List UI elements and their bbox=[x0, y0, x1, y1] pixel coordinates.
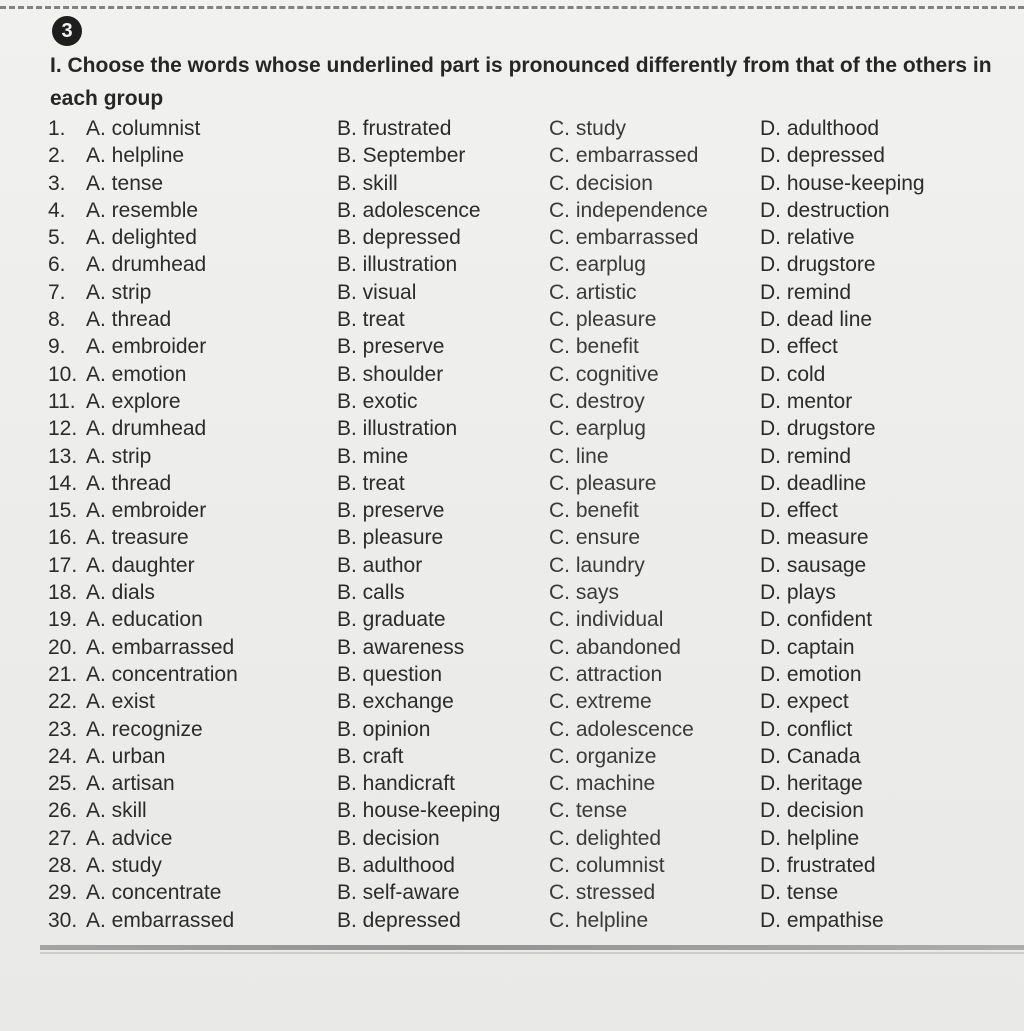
question-row bbox=[0, 251, 1024, 278]
question-row bbox=[0, 497, 1024, 524]
option-c: C. tense bbox=[549, 799, 628, 823]
option-d: D. mentor bbox=[760, 389, 853, 413]
option-b: B. skill bbox=[337, 171, 398, 195]
question-row bbox=[0, 524, 1024, 551]
option-a: A. resemble bbox=[86, 198, 199, 222]
option-b: B. September bbox=[337, 144, 466, 168]
option-b: B. graduate bbox=[337, 608, 446, 632]
option-b: B. preserve bbox=[337, 335, 445, 359]
option-c: C. decision bbox=[549, 171, 653, 195]
option-c: C. machine bbox=[549, 772, 656, 796]
option-a: A. embroider bbox=[86, 335, 207, 359]
option-a: A. embarrassed bbox=[86, 635, 235, 659]
option-c: C. line bbox=[549, 444, 609, 468]
question-row bbox=[0, 388, 1024, 415]
option-c: C. embarrassed bbox=[549, 144, 699, 168]
question-row bbox=[0, 224, 1024, 251]
option-c: C. earplug bbox=[549, 253, 646, 277]
option-b: B. question bbox=[337, 662, 443, 686]
option-c: C. pleasure bbox=[549, 471, 657, 495]
question-row bbox=[0, 306, 1024, 333]
option-b: B. pleasure bbox=[337, 526, 444, 550]
question-number: 21. bbox=[48, 662, 78, 686]
option-d: D. remind bbox=[760, 444, 852, 468]
option-b: B. visual bbox=[337, 280, 417, 304]
option-c: C. cognitive bbox=[549, 362, 659, 386]
option-d: D. dead line bbox=[760, 308, 873, 332]
question-row bbox=[0, 361, 1024, 388]
option-c: C. benefit bbox=[549, 335, 639, 359]
question-row bbox=[0, 716, 1024, 743]
option-a: A. explore bbox=[86, 389, 181, 413]
option-a: A. strip bbox=[86, 280, 152, 304]
question-number: 6. bbox=[48, 253, 66, 277]
question-number: 12. bbox=[48, 417, 78, 441]
option-b: B. house-keeping bbox=[337, 799, 501, 823]
option-d: D. heritage bbox=[760, 772, 863, 796]
option-d: D. Canada bbox=[760, 744, 861, 768]
option-d: D. depressed bbox=[760, 144, 885, 168]
option-d: D. remind bbox=[760, 280, 852, 304]
question-row bbox=[0, 142, 1024, 169]
question-row bbox=[0, 415, 1024, 442]
option-b: B. treat bbox=[337, 471, 405, 495]
option-c: C. attraction bbox=[549, 662, 663, 686]
option-b: B. treat bbox=[337, 308, 405, 332]
option-d: D. confident bbox=[760, 608, 873, 632]
option-a: A. thread bbox=[86, 308, 172, 332]
question-row bbox=[0, 661, 1024, 688]
option-c: C. columnist bbox=[549, 854, 665, 878]
question-number: 17. bbox=[48, 553, 78, 577]
option-a: A. skill bbox=[86, 799, 147, 823]
question-number: 5. bbox=[48, 226, 66, 250]
option-d: D. decision bbox=[760, 799, 864, 823]
option-d: D. helpline bbox=[760, 826, 860, 850]
option-a: A. dials bbox=[86, 581, 155, 605]
option-d: D. expect bbox=[760, 690, 849, 714]
option-d: D. tense bbox=[760, 881, 839, 905]
option-b: B. exotic bbox=[337, 389, 418, 413]
option-b: B. illustration bbox=[337, 417, 458, 441]
option-d: D. deadline bbox=[760, 471, 867, 495]
option-a: A. embarrassed bbox=[86, 908, 235, 932]
option-a: A. study bbox=[86, 854, 162, 878]
question-number: 13. bbox=[48, 444, 78, 468]
question-number: 18. bbox=[48, 581, 78, 605]
question-row bbox=[0, 743, 1024, 770]
option-a: A. tense bbox=[86, 171, 164, 195]
question-row bbox=[0, 797, 1024, 824]
option-a: A. exist bbox=[86, 690, 155, 714]
question-row bbox=[0, 552, 1024, 579]
option-d: D. relative bbox=[760, 226, 855, 250]
option-b: B. craft bbox=[337, 744, 404, 768]
option-d: D. plays bbox=[760, 581, 836, 605]
option-a: A. recognize bbox=[86, 717, 203, 741]
option-d: D. sausage bbox=[760, 553, 867, 577]
option-d: D. destruction bbox=[760, 198, 890, 222]
option-a: A. urban bbox=[86, 744, 166, 768]
question-row bbox=[0, 852, 1024, 879]
option-b: B. illustration bbox=[337, 253, 458, 277]
option-b: B. opinion bbox=[337, 717, 431, 741]
question-row bbox=[0, 634, 1024, 661]
option-b: B. calls bbox=[337, 581, 405, 605]
question-number: 27. bbox=[48, 826, 78, 850]
option-d: D. effect bbox=[760, 335, 838, 359]
option-c: C. ensure bbox=[549, 526, 641, 550]
question-number: 4. bbox=[48, 198, 66, 222]
option-b: B. exchange bbox=[337, 690, 454, 714]
question-number: 29. bbox=[48, 881, 78, 905]
option-c: C. earplug bbox=[549, 417, 646, 441]
option-b: B. decision bbox=[337, 826, 440, 850]
option-d: D. cold bbox=[760, 362, 826, 386]
option-b: B. adolescence bbox=[337, 198, 481, 222]
top-dashed-border bbox=[0, 0, 1024, 9]
option-b: B. frustrated bbox=[337, 117, 452, 140]
option-d: D. frustrated bbox=[760, 854, 876, 878]
question-number: 30. bbox=[48, 908, 78, 932]
question-number: 3. bbox=[48, 171, 66, 195]
option-d: D. emotion bbox=[760, 662, 862, 686]
question-number: 20. bbox=[48, 635, 78, 659]
option-a: A. delighted bbox=[86, 226, 197, 250]
question-row bbox=[0, 579, 1024, 606]
option-b: B. shoulder bbox=[337, 362, 444, 386]
question-row bbox=[0, 907, 1024, 934]
question-row bbox=[0, 470, 1024, 497]
question-row bbox=[0, 825, 1024, 852]
option-c: C. stressed bbox=[549, 881, 656, 905]
question-number: 8. bbox=[48, 308, 66, 332]
question-number: 15. bbox=[48, 499, 78, 523]
option-a: A. treasure bbox=[86, 526, 189, 550]
option-a: A. artisan bbox=[86, 772, 175, 796]
exercise-instruction: I. Choose the words whose underlined part is pronounced differently from that of the others in each group bbox=[50, 54, 992, 110]
option-b: B. depressed bbox=[337, 226, 461, 250]
question-row bbox=[0, 688, 1024, 715]
option-b: B. depressed bbox=[337, 908, 461, 932]
exercise-number-badge: 3 bbox=[52, 16, 82, 46]
question-list bbox=[0, 115, 1024, 934]
option-d: D. drugstore bbox=[760, 417, 876, 441]
option-d: D. empathise bbox=[760, 908, 884, 932]
question-row bbox=[0, 170, 1024, 197]
question-number: 28. bbox=[48, 854, 78, 878]
option-d: D. house-keeping bbox=[760, 171, 925, 195]
question-number: 1. bbox=[48, 117, 66, 140]
option-c: C. individual bbox=[549, 608, 664, 632]
question-number: 19. bbox=[48, 608, 78, 632]
question-number: 11. bbox=[48, 389, 76, 413]
option-c: C. benefit bbox=[549, 499, 639, 523]
question-row bbox=[0, 606, 1024, 633]
option-d: D. captain bbox=[760, 635, 855, 659]
option-c: C. independence bbox=[549, 198, 708, 222]
option-c: C. helpline bbox=[549, 908, 649, 932]
bottom-rule bbox=[40, 945, 1024, 950]
option-d: D. conflict bbox=[760, 717, 853, 741]
option-b: B. handicraft bbox=[337, 772, 455, 796]
option-c: C. embarrassed bbox=[549, 226, 699, 250]
question-number: 7. bbox=[48, 280, 66, 304]
option-b: B. self-aware bbox=[337, 881, 460, 905]
question-number: 9. bbox=[48, 335, 66, 359]
option-a: A. columnist bbox=[86, 117, 201, 140]
option-b: B. author bbox=[337, 553, 423, 577]
option-c: C. extreme bbox=[549, 690, 652, 714]
bottom-rule-shadow bbox=[40, 952, 1024, 954]
option-d: D. adulthood bbox=[760, 117, 880, 140]
option-c: C. pleasure bbox=[549, 308, 657, 332]
option-b: B. preserve bbox=[337, 499, 445, 523]
option-b: B. mine bbox=[337, 444, 409, 468]
option-a: A. drumhead bbox=[86, 417, 207, 441]
option-c: C. destroy bbox=[549, 389, 645, 413]
question-row bbox=[0, 279, 1024, 306]
question-number: 25. bbox=[48, 772, 78, 796]
question-row bbox=[0, 879, 1024, 906]
option-d: D. effect bbox=[760, 499, 838, 523]
option-a: A. embroider bbox=[86, 499, 207, 523]
question-row bbox=[0, 197, 1024, 224]
option-a: A. advice bbox=[86, 826, 173, 850]
question-row bbox=[0, 443, 1024, 470]
option-b: B. awareness bbox=[337, 635, 465, 659]
option-c: C. adolescence bbox=[549, 717, 694, 741]
question-number: 14. bbox=[48, 471, 78, 495]
option-a: A. strip bbox=[86, 444, 152, 468]
option-b: B. adulthood bbox=[337, 854, 455, 878]
option-c: C. study bbox=[549, 117, 627, 140]
question-row bbox=[0, 333, 1024, 360]
option-c: C. artistic bbox=[549, 280, 637, 304]
option-a: A. concentration bbox=[86, 662, 238, 686]
option-c: C. laundry bbox=[549, 553, 645, 577]
option-a: A. drumhead bbox=[86, 253, 207, 277]
option-a: A. concentrate bbox=[86, 881, 222, 905]
option-a: A. daughter bbox=[86, 553, 195, 577]
question-number: 10. bbox=[48, 362, 78, 386]
option-c: C. organize bbox=[549, 744, 657, 768]
option-d: D. measure bbox=[760, 526, 869, 550]
option-a: A. education bbox=[86, 608, 203, 632]
option-c: C. says bbox=[549, 581, 620, 605]
question-row bbox=[0, 115, 1024, 142]
option-a: A. emotion bbox=[86, 362, 187, 386]
question-number: 24. bbox=[48, 744, 78, 768]
option-c: C. abandoned bbox=[549, 635, 681, 659]
question-number: 22. bbox=[48, 690, 78, 714]
question-number: 26. bbox=[48, 799, 78, 823]
question-number: 2. bbox=[48, 144, 66, 168]
question-number: 23. bbox=[48, 717, 78, 741]
question-number: 16. bbox=[48, 526, 78, 550]
option-d: D. drugstore bbox=[760, 253, 876, 277]
option-a: A. thread bbox=[86, 471, 172, 495]
option-a: A. helpline bbox=[86, 144, 185, 168]
question-row bbox=[0, 770, 1024, 797]
option-c: C. delighted bbox=[549, 826, 662, 850]
